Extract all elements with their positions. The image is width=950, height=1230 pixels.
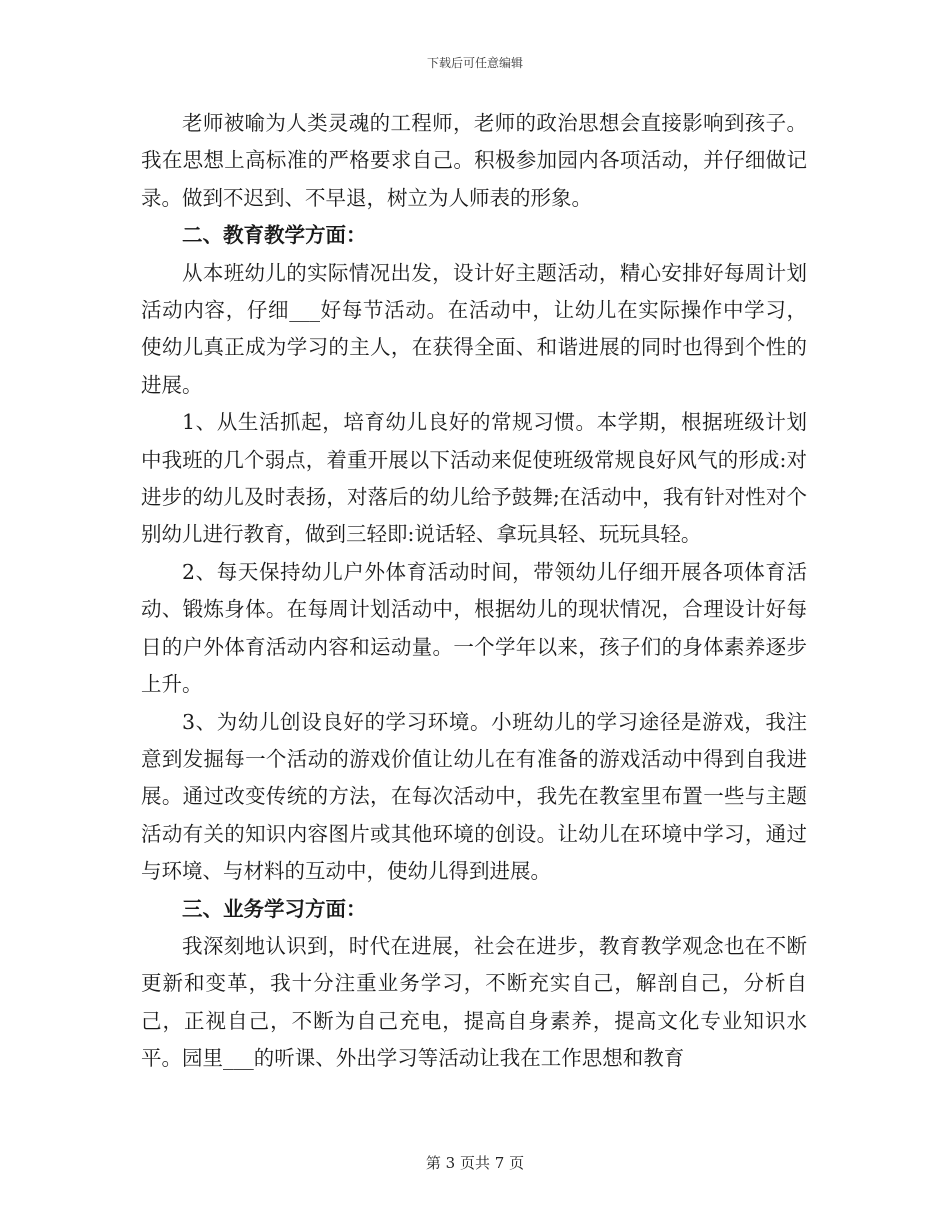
document-body [141,105,807,1078]
paragraph-2: 从本班幼儿的实际情况出发，设计好主题活动，精心安排好每周计划活动内容，仔细___好每节活动。在活动中，让幼儿在实际操作中学习，使幼儿真正成为学习的主人，在获得全面、和谐进展的同时也得到个性的进展。 [141,260,807,397]
paragraph-1: 老师被喻为人类灵魂的工程师，老师的政治思想会直接影响到孩子。我在思想上高标准的严格要求自己。积极参加园内各项活动，并仔细做记录。做到不迟到、不早退，树立为人师表的形象。 [141,111,807,210]
section-heading-study: 三、业务学习方面： [182,896,367,921]
section-heading-education: 二、教育教学方面： [182,223,367,248]
paragraph-3: 1、从生活抓起，培育幼儿良好的常规习惯。本学期，根据班级计划中我班的几个弱点，着重开展以下活动来促使班级常规良好风气的形成:对进步的幼儿及时表扬，对落后的幼儿给予鼓舞;在活动中，我有针对性对个别幼儿进行教育，做到三轻即:说话轻、拿玩具轻、玩玩具轻。 [141,410,807,547]
paragraph-5: 3、为幼儿创设良好的学习环境。小班幼儿的学习途径是游戏，我注意到发掘每一个活动的游戏价值让幼儿在有准备的游戏活动中得到自我进展。通过改变传统的方法，在每次活动中，我先在教室里布置一些与主题活动有关的知识内容图片或其他环境的创设。让幼儿在环境中学习，通过与环境、与材料的互动中，使幼儿得到进展。 [141,709,807,884]
paragraph-6: 我深刻地认识到，时代在进展，社会在进步，教育教学观念也在不断更新和变革，我十分注重业务学习，不断充实自己，解剖自己，分析自己，正视自己，不断为自己充电，提高自身素养，提高文化专业知识水平。园里___的听课、外出学习等活动让我在工作思想和教育 [141,933,807,1071]
paragraph-4: 2、每天保持幼儿户外体育活动时间，带领幼儿仔细开展各项体育活动、锻炼身体。在每周计划活动中，根据幼儿的现状情况，合理设计好每日的户外体育活动内容和运动量。一个学年以来，孩子们的身体素养逐步上升。 [141,559,807,697]
page-footer: 第 3 页共 7 页 [425,1154,525,1172]
page-header: 下载后可任意编辑 [426,56,523,70]
